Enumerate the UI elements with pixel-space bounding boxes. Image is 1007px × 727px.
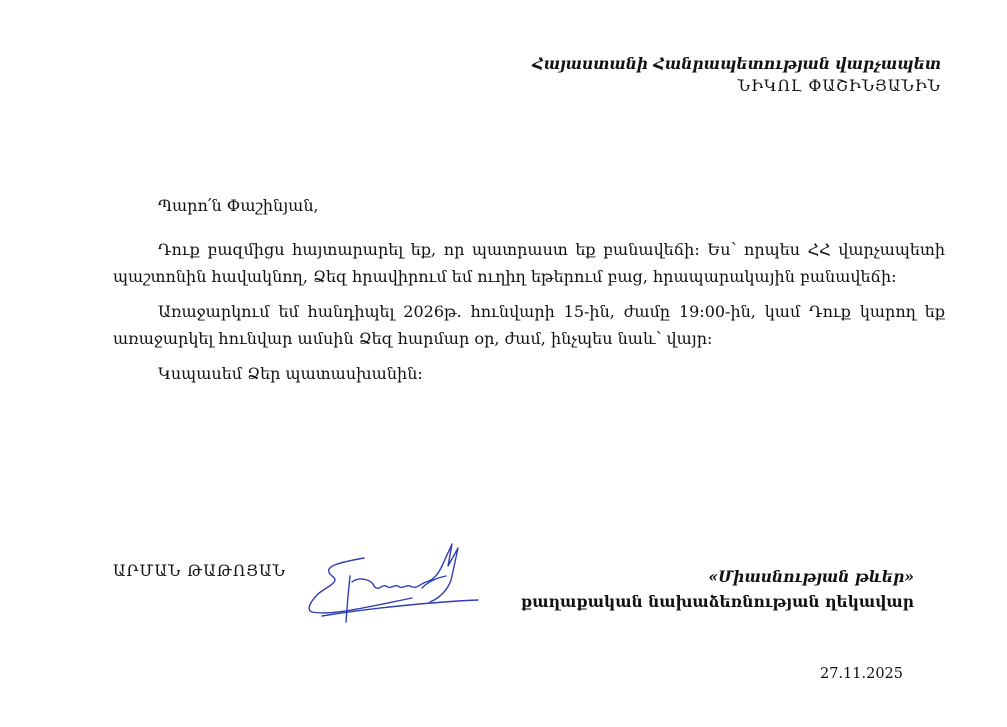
paragraph-invitation: Դուք բազմիցս հայտարարել եք, որ պատրաստ եք բանավեճի։ Ես՝ որպես ՀՀ վարչապետի պաշտոնին հավակնող, Ձեզ հրավիրում եմ ուղիղ եթերում բաց, հրապարակային բանավեճի։ <box>113 240 945 286</box>
signer-role-block <box>521 564 914 614</box>
recipient-block <box>532 52 941 98</box>
paragraph-closing: Կսպասեմ Ձեր պատասխանին։ <box>158 364 423 383</box>
signer-name: ԱՐՄԱՆ ԹԱԹՈՅԱՆ <box>113 562 286 580</box>
signer-position: քաղաքական նախաձեռնության ղեկավար <box>520 592 914 611</box>
letter-date: 27.11.2025 <box>819 666 903 682</box>
party-name: «Միասնության թևեր» <box>708 567 914 586</box>
signature-image <box>302 536 482 632</box>
salutation: Պարո՛ն Փաշինյան, <box>158 196 319 215</box>
recipient-name: ՆԻԿՈԼ ՓԱՇԻՆՅԱՆԻՆ <box>737 77 941 95</box>
paragraph-proposal: Առաջարկում եմ հանդիպել 2026թ. հունվարի 15-ին, ժամը 19:00-ին, կամ Դուք կարող եք առաջարկել հունվար ամսին Ձեզ հարմար օր, ժամ, ինչպես նաև՝ վայր։ <box>113 302 945 348</box>
letter-body <box>113 236 945 387</box>
recipient-title: Հայաստանի Հանրապետության վարչապետ <box>532 54 941 73</box>
